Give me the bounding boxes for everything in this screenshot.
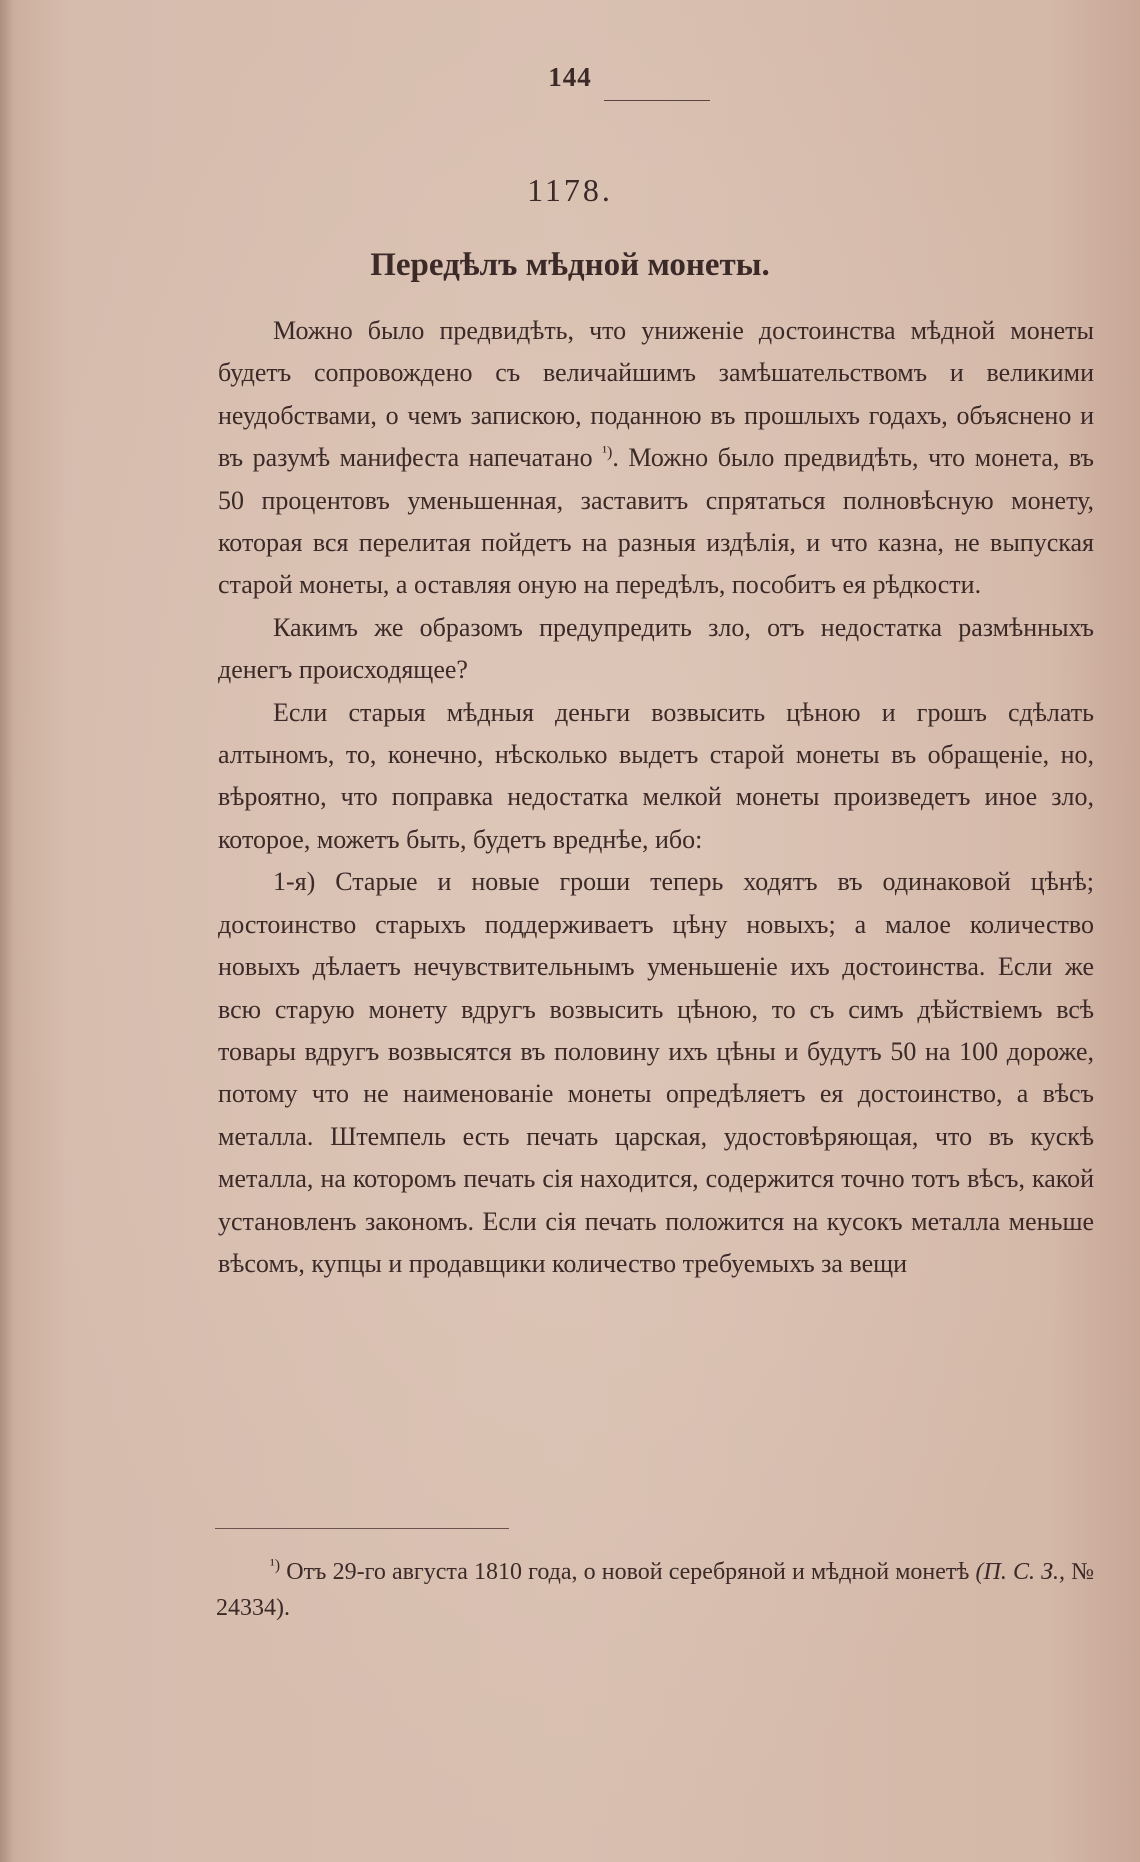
paragraph-4: 1-я) Старые и новые гроши теперь ходятъ въ одинаковой цѣнѣ; достоинство старыхъ поддерживаетъ цѣну новыхъ; а малое количество новыхъ дѣлаетъ нечувствительнымъ уменьшеніе ихъ достоинства. Если же всю старую монету вдругъ возвысить цѣною, то съ симъ дѣйствіемъ всѣ товары вдругъ возвысятся въ половину ихъ цѣны и будутъ 50 на 100 дороже, потому что не наименованіе монеты опредѣляетъ ея достоинство, а вѣсъ металла. Штемпель есть печать царская, удостовѣряющая, что въ кускѣ металла, на которомъ печать сія находится, содержится точно тотъ вѣсъ, какой установленъ закономъ. Если сія печать положится на кусокъ металла меньше вѣсомъ, купцы и продавщики количество требуемыхъ за вещи (218, 867, 1094, 1278)
page-number: 144 (548, 62, 592, 92)
paragraph-2: Какимъ же образомъ предупредить зло, отъ недостатка размѣнныхъ денегъ происходящее? (218, 612, 1094, 685)
page-number-rule (604, 100, 710, 101)
body-text (218, 310, 1094, 1285)
page-title: Передѣлъ мѣдной монеты. (370, 247, 770, 283)
article-number: 1178. (527, 172, 613, 208)
paragraph-1-text-b: . Можно было предвидѣть, что монета, въ 50 процентовъ уменьшенная, заставитъ спрятаться полновѣсную монету, которая вся перелитая пойдетъ на разныя издѣлія, и что казна, не выпуская старой монеты, а оставляя оную на передѣлъ, пособитъ ея рѣдкости. (218, 443, 1095, 600)
paragraph-3: Если старыя мѣдныя деньги возвысить цѣною и грошъ сдѣлать алтыномъ, то, конечно, нѣсколько выдетъ старой монеты въ обращеніе, но, вѣроятно, что поправка недостатка мелкой монеты произведетъ иное зло, которое, можетъ быть, будетъ вреднѣе, ибо: (218, 697, 1094, 854)
footnote-source-number: № 24334). (216, 1559, 1094, 1621)
footnote (216, 1554, 1094, 1626)
footnote-number: ¹) (270, 1557, 281, 1574)
paragraph-1 (218, 310, 1094, 607)
footnote-marker: ¹) (602, 444, 613, 462)
footnote-rule (215, 1528, 509, 1529)
paragraph-1-text-a: Можно было предвидѣть, что униженіе достоинства мѣдной монеты будетъ сопровождено съ величайшимъ замѣшательствомъ и великими неудобствами, о чемъ запискою, поданною въ прошлыхъ годахъ, объяснено и въ разумѣ манифеста напечатано (218, 316, 1094, 473)
footnote-source: (П. С. З., (975, 1559, 1065, 1585)
footnote-text: Отъ 29-го августа 1810 года, о новой серебряной и мѣдной монетѣ (280, 1559, 976, 1585)
